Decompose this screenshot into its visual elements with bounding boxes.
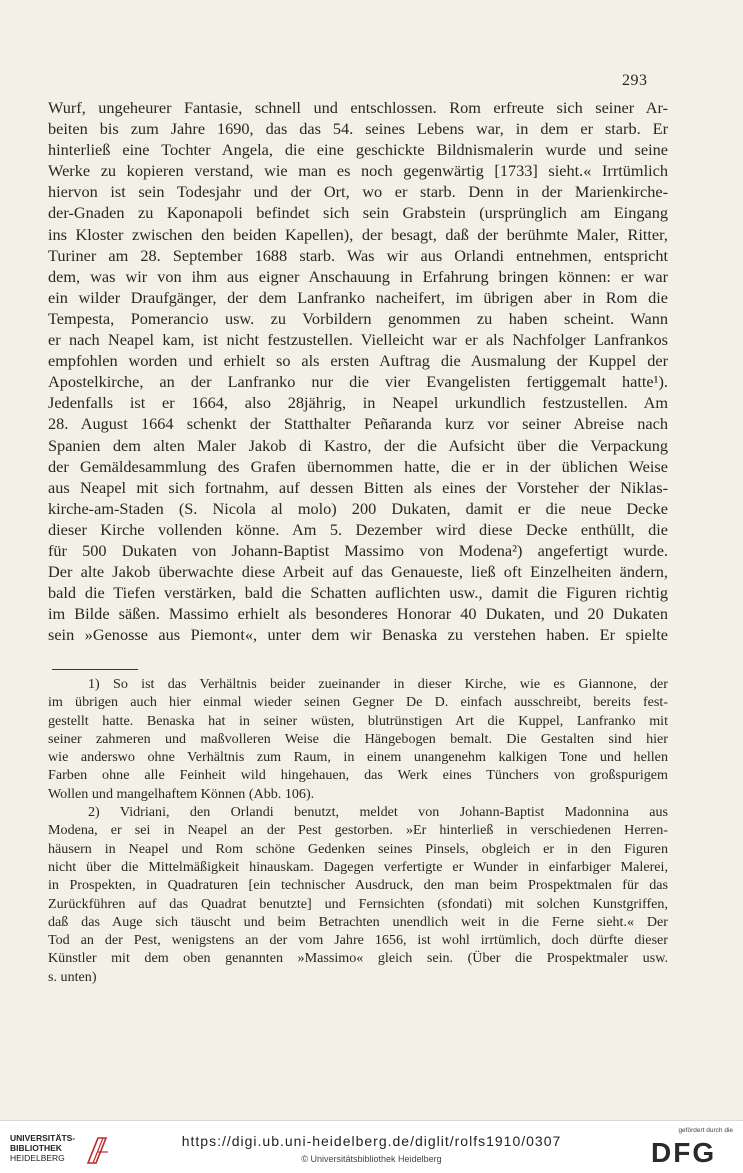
page-number: 293 (622, 72, 648, 89)
body-line: für 500 Dukaten von Johann-Baptist Massimo von Modena²) angefertigt wurde. (48, 540, 668, 560)
body-line: Tempesta, Pomerancio usw. zu Vorbildern genommen zu haben scheint. Wann (48, 308, 668, 328)
body-line: hinterließ eine Tochter Angela, die eine geschickte Bildnismalerin wurde und seine (48, 140, 668, 160)
permalink-url[interactable]: https://digi.ub.uni-heidelberg.de/diglit/rolfs1910/0307 (181, 1133, 562, 1149)
body-line: dem, was wir von ihm aus eigner Anschauung in Erfahrung bringen können: er war (48, 266, 668, 286)
copyright-notice: © Universitätsbibliothek Heidelberg (301, 1154, 442, 1164)
footnote-line: 1) So ist das Verhältnis beider zueinander in dieser Kirche, wie es Giannone, der (88, 676, 668, 692)
footnote-line: 2) Vidriani, den Orlandi benutzt, meldet von Johann-Baptist Madonnina aus (88, 804, 668, 821)
body-line: hiervon ist sein Todesjahr und der Ort, wo er starb. Denn in der Marienkirche- (48, 182, 668, 202)
body-line: aus Neapel mit sich fortnahm, auf dessen Bitten als eines der Vorsteher der Niklas- (48, 477, 668, 497)
body-line: ein wilder Draufgänger, der dem Lanfranko nacheifert, im übrigen aber in Rom die (48, 287, 668, 307)
footnote-line: Farben ohne alle Feinheit wild hingehauen, das Werk eines Tünchers von großspurigem (48, 767, 668, 784)
body-line: Wurf, ungeheurer Fantasie, schnell und entschlossen. Rom erfreute sich seiner Ar- (48, 98, 668, 117)
body-line: Spanien dem alten Maler Jakob di Kastro, der die Aufsicht über die Verpackung (48, 435, 668, 455)
body-line: der Gemäldesammlung des Grafen übernommen hatte, die er in der üblichen Weise (48, 456, 668, 476)
library-name-line-2: BIBLIOTHEK (10, 1143, 62, 1153)
dfg-logo-text: DFG (651, 1137, 717, 1165)
body-line: im Bilde säßen. Massimo erhielt als besonderes Honorar 40 Dukaten, und 20 Dukaten (48, 604, 668, 624)
body-line: er nach Neapel kam, ist nicht festzustellen. Vielleicht war er als Nachfolger Lanfrankos (48, 330, 668, 350)
footnote-line: Zurückführen auf das Quadrat benutzte] und Fernsichten (sfondati) mit solchen Kunstgriffen, (48, 895, 668, 912)
footnote-line: gestellt hatte. Benaska hat in seiner wüsten, blutrünstigen Art die Kuppel, Lanfranko mit (48, 712, 668, 729)
body-line: der-Gnaden zu Kaponapoli befindet sich sein Grabstein (ursprünglich am Eingang (48, 203, 668, 223)
body-line: empfohlen worden und erhielt so als ersten Auftrag die Ausmalung der Kuppel der (48, 351, 668, 371)
body-line: bald die Tiefen verstärken, bald die Schatten auflichten usw., damit die Figuren richtig (48, 583, 668, 603)
library-name-line-3: HEIDELBERG (10, 1153, 65, 1163)
body-text (48, 97, 668, 645)
footnote-line: wie anderswo ohne Verhältnis zum Raum, in einem unangenehm kalkigen Tone und hellen (48, 749, 668, 766)
footnote-line: häusern in Neapel und Rom schöne Gedenken seines Pinsels, obgleich er in den Figuren (48, 840, 668, 857)
body-line: sein »Genosse aus Piemont«, unter dem wir Benaska zu verstehen haben. Er spielte (48, 625, 668, 645)
viewer-footer (0, 1120, 743, 1173)
library-name-line-1: UNIVERSITÄTS- (10, 1133, 76, 1143)
body-line: Werke zu kopieren verstand, wie man es noch gegenwärtig [1733] sieht.« Irrtümlich (48, 161, 668, 181)
funding-note: gefördert durch die (678, 1127, 733, 1134)
footnote-line: Tod an der Pest, wenigstens an der vom Jahre 1656, ist wohl irrtümlich, doch dürfte dieser (48, 932, 668, 949)
footnote-line: Wollen und mangelhaftem Können (Abb. 106). (48, 785, 315, 802)
footnote-line: daß das Auge sich täuscht und beim Betrachten unendlich weit in die Ferne sieht.« Der (48, 913, 668, 930)
body-line: beiten bis zum Jahre 1690, das das 54. seines Lebens war, in dem er starb. Er (48, 119, 668, 139)
footnote-line: Künstler mit dem oben genannten »Massimo« gleich sein. (Über die Prospektmaler usw. (48, 950, 668, 967)
body-line: Turiner am 28. September 1688 starb. Was wir aus Orlandi entnehmen, entspricht (48, 245, 668, 265)
body-line: ins Kloster zwischen den beiden Kapellen), der besagt, daß der berühmte Maler, Ritter, (48, 224, 668, 244)
body-line: kirche-am-Staden (S. Nicola al molo) 200 Dukaten, damit er die neue Decke (48, 498, 668, 518)
footnotes (48, 675, 668, 986)
body-line: Jedenfalls ist er 1664, also 28jährig, in Neapel urkundlich festzustellen. Am (48, 393, 668, 413)
dfg-logo-icon[interactable] (651, 1137, 731, 1165)
footnote-line: s. unten) (48, 968, 97, 985)
footnote-line: nicht über die Mittelmäßigkeit hinauskam. Dagegen verfertigte er Wunder in einfarbiger Malerei, (48, 858, 668, 875)
body-line: dieser Kirche vollenden könne. Am 5. Dezember wird diese Decke enthüllt, die (48, 519, 668, 539)
footnote-separator (52, 669, 138, 670)
body-line: 28. August 1664 schenkt der Statthalter Peñaranda kurz vor seiner Abreise nach (48, 414, 668, 434)
footnote-line: Modena, er sei in Neapel an der Pest gestorben. »Er hinterließ in verschiedenen Herren- (48, 822, 668, 839)
footnote-line: in Prospekten, in Quadraturen [ein technischer Ausdruck, den man beim Prospektmalen für das (48, 877, 668, 894)
footnote-line: im übrigen auch hier einmal wieder seinen Gegner De D. einfach ausschreibt, bereits fest- (48, 694, 668, 711)
body-line: Apostelkirche, an der Lanfranko nur die vier Evangelisten fertiggemalt hatte¹). (48, 372, 668, 392)
footnote-line: seiner zahmeren und maßvolleren Weise die Hängebogen bemalt. Die Gestalten sind hier (48, 730, 668, 747)
body-line: Der alte Jakob überwachte diese Arbeit auf das Genaueste, ließ oft Einzelheiten ändern, (48, 562, 668, 582)
